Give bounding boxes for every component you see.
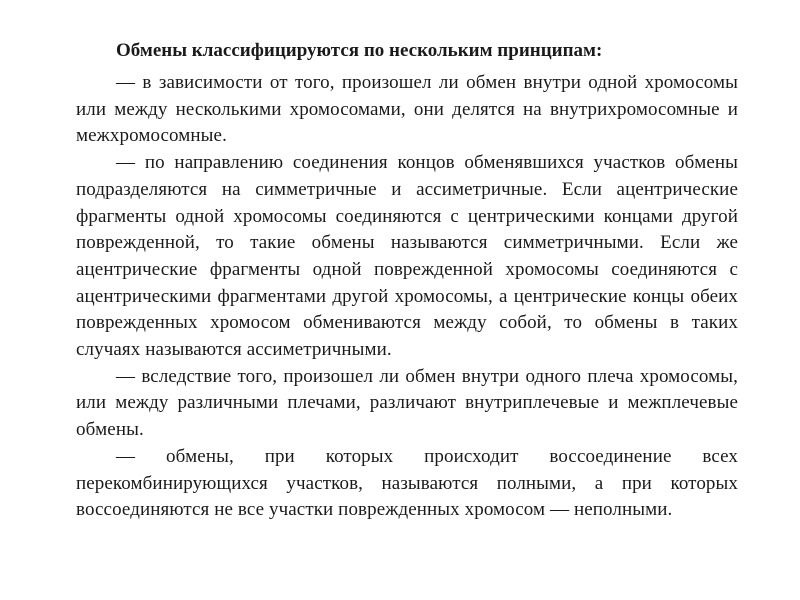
paragraph-intra-interarm: — вследствие того, произошел ли обмен внутри одного плеча хромосомы, или между различными плечами, различают внутриплечевые и межплечевые обмены.	[76, 365, 738, 441]
paragraph-symmetric-asymmetric: — по направлению соединения концов обменявшихся участков обмены подразделяются на симметричные и ассиметричные. Если ацентрические фрагменты одной хромосомы соединяются с центрическими концами другой поврежденной, то такие обмены называются симметричными. Если же ацентрические фрагменты одной поврежденной хромосомы соединяются с ацентрическими фрагментами другой хромосомы, а центрические концы обеих поврежденных хромосом обмениваются между собой, то обмены в таких случаях называются ассиметричными.	[76, 152, 738, 361]
paragraph-intrachromosomal: — в зависимости от того, произошел ли обмен внутри одной хромосомы или между несколькими хромосомами, они делятся на внутрихромосомные и межхромосомные.	[76, 72, 738, 147]
document-heading: Обмены классифицируются по нескольким принципам:	[116, 40, 603, 61]
paragraph-complete-incomplete: — обмены, при которых происходит воссоединение всех перекомбинирующихся участков, называются полными, а при которых воссоединяются не все участки поврежденных хромосом — неполными.	[76, 445, 738, 521]
